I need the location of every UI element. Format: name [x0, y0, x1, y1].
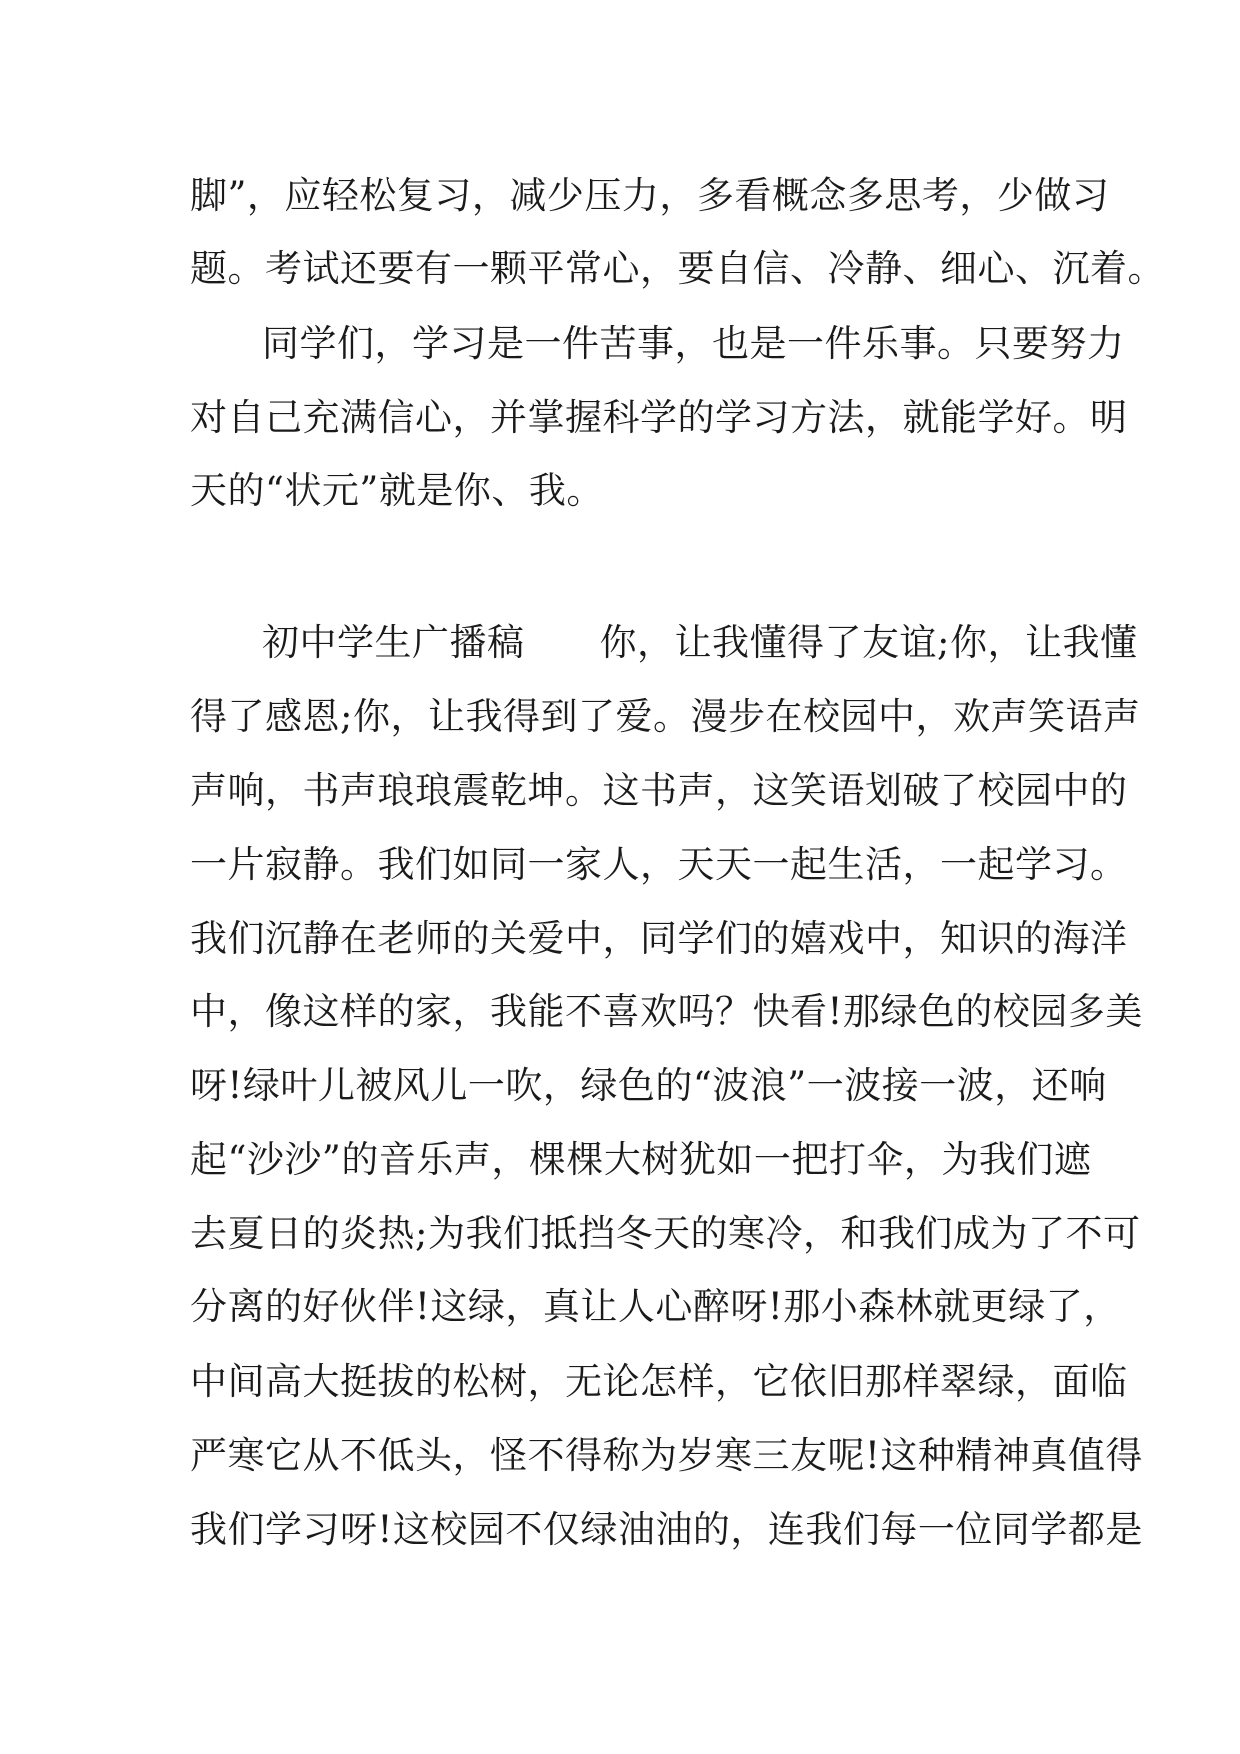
text-line: 中间高大挺拔的松树，无论怎样，它依旧那样翠绿，面临 — [190, 1360, 1128, 1403]
text-line: 严寒它从不低头，怪不得称为岁寒三友呢!这种精神真值得 — [190, 1434, 1143, 1477]
text-line: 题。考试还要有一颗平常心，要自信、冷静、细心、沉着。 — [190, 247, 1165, 290]
text-line: 去夏日的炎热;为我们抵挡冬天的寒冷，和我们成为了不可 — [190, 1212, 1141, 1255]
text-line: 我们学习呀!这校园不仅绿油油的，连我们每一位同学都是 — [190, 1508, 1143, 1551]
text-line: 对自己充满信心，并掌握科学的学习方法，就能学好。明 — [190, 396, 1128, 439]
text-line: 起“沙沙”的音乐声，棵棵大树犹如一把打伞，为我们遮 — [190, 1138, 1092, 1181]
paragraph-start-line: 同学们，学习是一件苦事，也是一件乐事。只要努力 — [262, 322, 1125, 365]
text-line: 呀!绿叶儿被风儿一吹，绿色的“波浪”一波接一波，还响 — [190, 1064, 1107, 1107]
text-line: 脚”，应轻松复习，减少压力，多看概念多思考，少做习 — [190, 174, 1110, 217]
paragraph-start-line: 初中学生广播稿 你，让我懂得了友谊;你，让我懂 — [262, 621, 1138, 664]
text-line: 天的“状元”就是你、我。 — [190, 469, 604, 512]
text-line: 得了感恩;你，让我得到了爱。漫步在校园中，欢声笑语声 — [190, 695, 1141, 738]
text-line: 一片寂静。我们如同一家人，天天一起生活，一起学习。 — [190, 843, 1128, 886]
text-line: 中，像这样的家，我能不喜欢吗？快看!那绿色的校园多美 — [190, 990, 1143, 1033]
text-line: 我们沉静在老师的关爱中，同学们的嬉戏中，知识的海洋 — [190, 917, 1128, 960]
text-line: 声响，书声琅琅震乾坤。这书声，这笑语划破了校园中的 — [190, 769, 1128, 812]
text-line: 分离的好伙伴!这绿，真让人心醉呀!那小森林就更绿了， — [190, 1285, 1121, 1328]
